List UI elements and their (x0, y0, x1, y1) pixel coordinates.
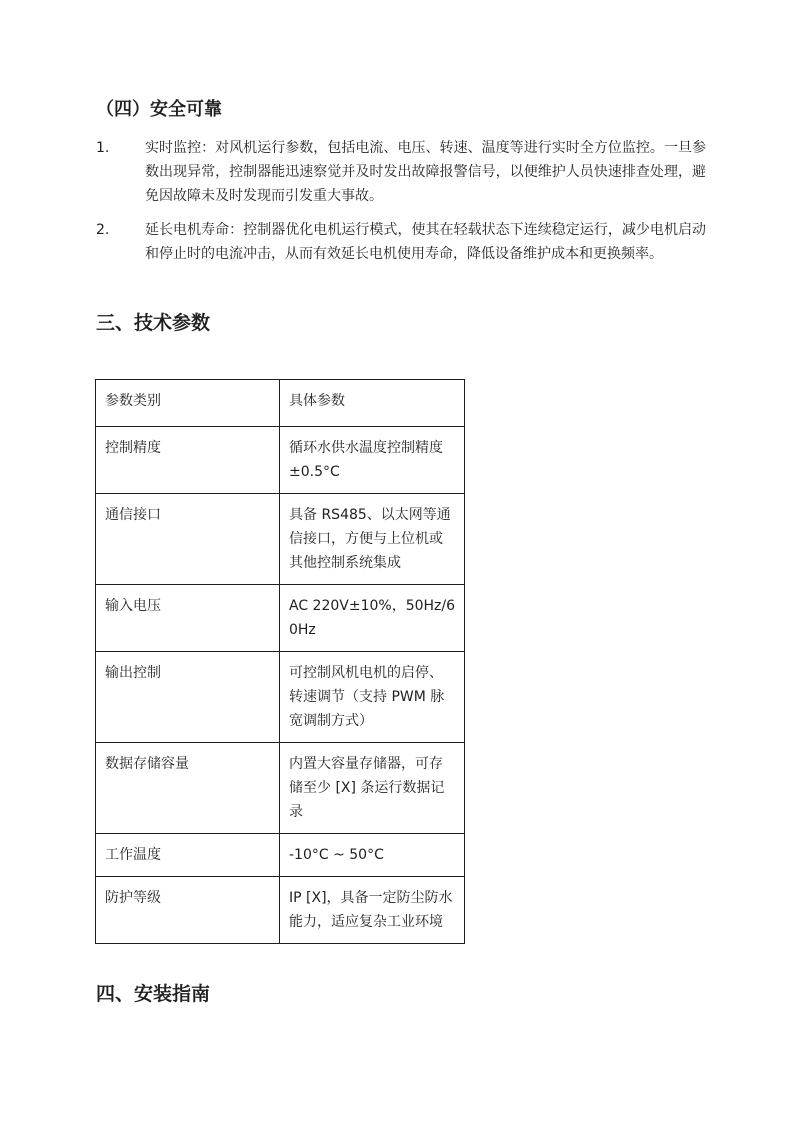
table-cell-detail: 可控制风机电机的启停、转速调节（支持 PWM 脉宽调制方式） (280, 652, 465, 743)
table-cell-category: 防护等级 (96, 877, 280, 944)
list-item-number: 1. (96, 140, 110, 156)
list-item-number: 2. (96, 222, 110, 238)
table-header-cell-detail: 具体参数 (280, 380, 465, 427)
table-row (96, 834, 465, 877)
table-cell-detail: AC 220V±10%，50Hz/60Hz (280, 585, 465, 652)
table-cell-category: 数据存储容量 (96, 743, 280, 834)
list-item-text: 延长电机寿命：控制器优化电机运行模式，使其在轻载状态下连续稳定运行，减少电机启动和停止时的电流冲击，从而有效延长电机使用寿命，降低设备维护成本和更换频率。 (145, 222, 706, 262)
table-cell-detail: 循环水供水温度控制精度±0.5°C (280, 427, 465, 494)
specs-table (95, 379, 465, 944)
table-row (96, 877, 465, 944)
table-cell-detail: -10°C ~ 50°C (280, 834, 465, 877)
table-row (96, 652, 465, 743)
install-section-heading: 四、安装指南 (96, 983, 211, 1005)
table-cell-category: 控制精度 (96, 427, 280, 494)
table-cell-category: 工作温度 (96, 834, 280, 877)
table-row (96, 494, 465, 585)
table-header-cell-category: 参数类别 (96, 380, 280, 427)
table-cell-category: 通信接口 (96, 494, 280, 585)
table-header-row (96, 380, 465, 427)
specs-section-heading: 三、技术参数 (96, 312, 211, 334)
safety-feature-list (96, 136, 706, 276)
list-item-text: 实时监控：对风机运行参数，包括电流、电压、转速、温度等进行实时全方位监控。一旦参数出现异常，控制器能迅速察觉并及时发出故障报警信号，以便维护人员快速排查处理，避免因故障未及时发现而引发重大事故。 (145, 140, 706, 204)
safety-section-heading: （四）安全可靠 (96, 99, 222, 120)
table-row (96, 743, 465, 834)
table-row (96, 427, 465, 494)
table-cell-detail: IP [X]，具备一定防尘防水能力，适应复杂工业环境 (280, 877, 465, 944)
table-row (96, 585, 465, 652)
list-item (96, 218, 706, 266)
table-cell-detail: 内置大容量存储器，可存储至少 [X] 条运行数据记录 (280, 743, 465, 834)
table-cell-category: 输入电压 (96, 585, 280, 652)
list-item (96, 136, 706, 208)
table-cell-category: 输出控制 (96, 652, 280, 743)
table-cell-detail: 具备 RS485、以太网等通信接口，方便与上位机或其他控制系统集成 (280, 494, 465, 585)
